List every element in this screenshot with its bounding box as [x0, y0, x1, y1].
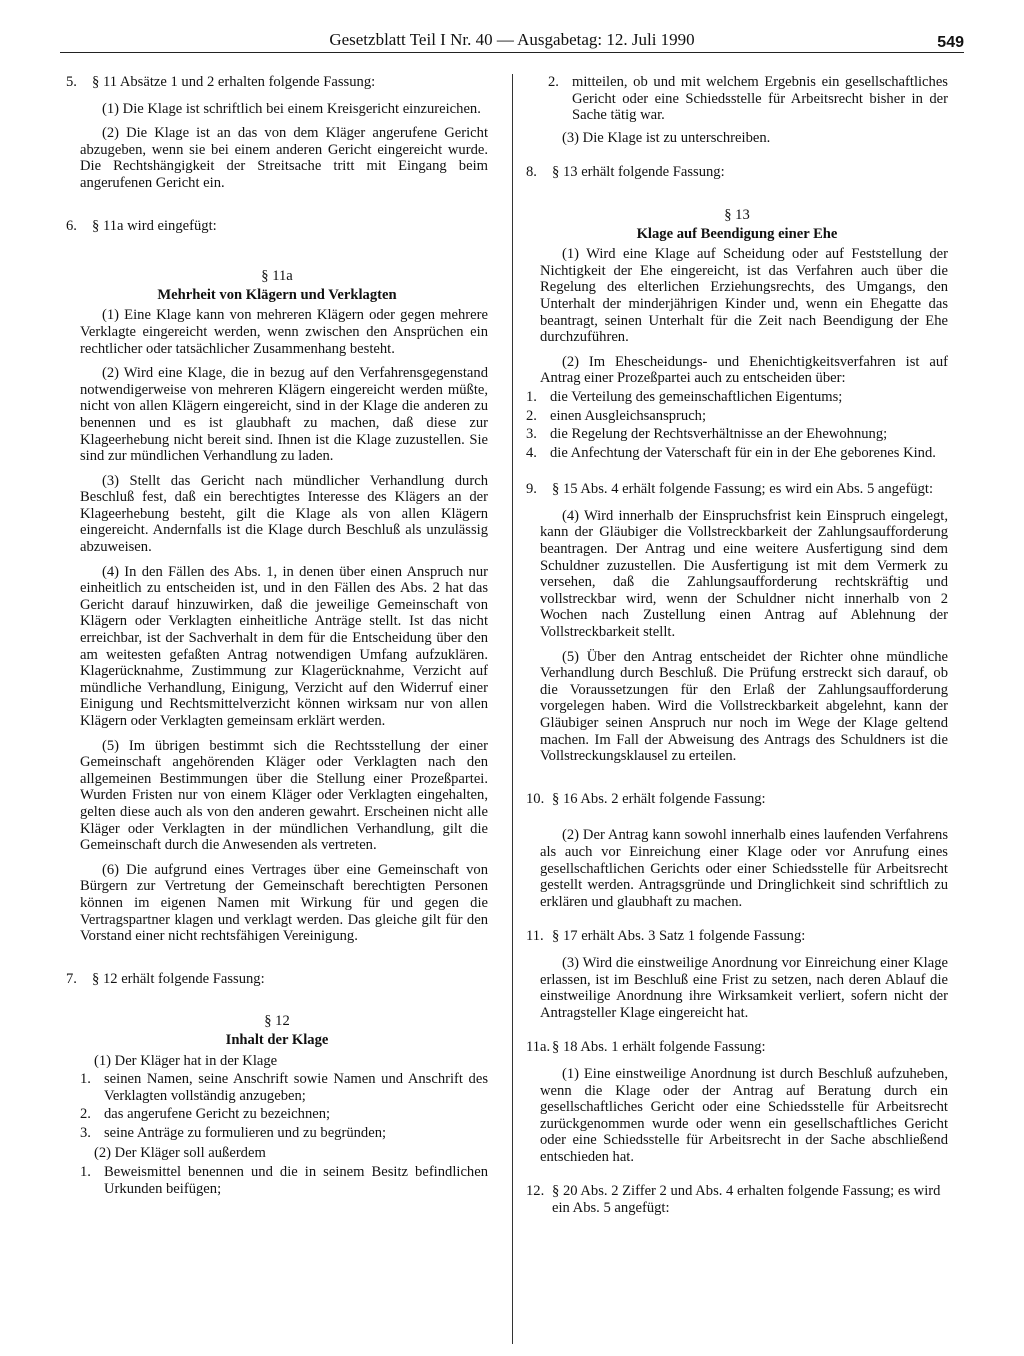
list-number: 4.	[526, 444, 537, 461]
section-number: § 12	[264, 1013, 290, 1030]
amendment-number: 6.	[66, 217, 77, 234]
list-item	[526, 426, 948, 443]
amendment-number: 5.	[66, 74, 77, 90]
amendment-text: § 13 erhält folgende Fassung:	[552, 164, 725, 181]
paragraph: (3) Wird die einstweilige Anordnung vor Einreichung einer Klage erlassen, ist im Beschluß eine Frist zu setzen, nach deren Ablauf die einstweilige Anordnung ihre Wirksamkeit verliert, sofern nicht der Antragsteller Klage eingereicht hat.	[540, 954, 948, 1021]
list-number: 2.	[80, 1106, 91, 1123]
left-column	[66, 74, 488, 1199]
amendment-7	[66, 971, 488, 988]
list-item	[526, 389, 948, 406]
list-item	[526, 445, 948, 462]
amendment-6	[66, 218, 488, 235]
amendment-10	[526, 791, 948, 808]
amendment-text: § 11a wird eingefügt:	[92, 217, 217, 234]
paragraph: (1) Eine einstweilige Anordnung ist durch Beschluß aufzuheben, wenn die Klage oder der Antrag auf Beratung durch ein gesellschaftliches Gericht oder eine Schiedsstelle für Arbeitsrecht zurückgenommen wurde oder wenn ein gesellschaftliches Gericht oder eine Schiedsstelle für Arbeitsrecht in der Sache abschließend entschieden hat.	[540, 1065, 948, 1165]
page-header	[60, 26, 964, 53]
paragraph: (2) Die Klage ist an das von dem Kläger angerufene Gericht abzugeben, wenn sie bei einem anderen Gericht eingereicht wurde. Die Rechtshängigkeit der Streitsache tritt mit Eingang beim angerufenen Gericht ein.	[80, 125, 488, 191]
amendment-number: 10.	[526, 790, 545, 807]
amendment-5	[66, 74, 488, 91]
section-title: Inhalt der Klage	[225, 1031, 329, 1048]
section-title: Mehrheit von Klägern und Verklagten	[157, 286, 397, 303]
amendment-number: 11.	[526, 928, 544, 945]
paragraph: (1) Wird eine Klage auf Scheidung oder auf Feststellung der Nichtigkeit der Ehe eingereicht, ist das Verfahren auch über die Regelung des elterlichen Erziehungsrechts, des Umgangs, den Unterhalt der minderjährigen Kinder und, wenn ein Ehegatte das beantragt, seinen Unterhalt für die Zeit nach Beendigung der Ehe durchzuführen.	[540, 246, 948, 346]
list-item	[66, 1125, 488, 1142]
amendment-number: 8.	[526, 164, 537, 181]
amendment-12	[526, 1183, 948, 1216]
amendment-text: § 18 Abs. 1 erhält folgende Fassung:	[552, 1039, 766, 1056]
list-text: die Regelung der Rechtsverhältnisse an der Ehewohnung;	[550, 426, 888, 443]
list-text: die Verteilung des gemeinschaftlichen Eigentums;	[550, 388, 843, 405]
list-number: 2.	[526, 407, 537, 424]
section-number: § 13	[724, 206, 750, 223]
amendment-text: § 12 erhält folgende Fassung:	[92, 970, 265, 987]
paragraph: (2) Der Kläger soll außerdem	[94, 1145, 266, 1162]
amendment-text: § 16 Abs. 2 erhält folgende Fassung:	[552, 790, 766, 807]
amendment-8	[526, 164, 948, 181]
header-title: Gesetzblatt Teil I Nr. 40 — Ausgabetag: 12. Juli 1990	[329, 30, 695, 49]
amendment-number: 9.	[526, 481, 537, 498]
paragraph: (6) Die aufgrund eines Vertrages über eine Gemeinschaft von Bürgern zur Vertretung der Gemeinschaft berechtigten Personen können im eigenen Namen mit Wirkung für und gegen die Vertragspartner klagen und verklagt werden. Das gleiche gilt für den Vorstand einer nicht rechtsfähigen Vereinigung.	[80, 861, 488, 945]
section-number: § 11a	[261, 268, 293, 285]
column-divider	[512, 74, 513, 1344]
list-text: die Anfechtung der Vaterschaft für ein in der Ehe geborenes Kind.	[550, 444, 936, 461]
list-item	[526, 74, 948, 124]
amendment-11	[526, 928, 948, 945]
paragraph: (3) Die Klage ist zu unterschreiben.	[562, 129, 771, 146]
list-text: seine Anträge zu formulieren und zu begründen;	[104, 1124, 387, 1141]
list-text: Beweismittel benennen und die in seinem Besitz befindlichen Urkunden beifügen;	[104, 1164, 488, 1197]
paragraph: (1) Der Kläger hat in der Klage	[94, 1052, 278, 1069]
list-text: seinen Namen, seine Anschrift sowie Namen und Anschrift des Verklagten vollständig anzugeben;	[104, 1071, 488, 1104]
paragraph: (4) Wird innerhalb der Einspruchsfrist kein Einspruch eingelegt, kann der Gläubiger die Vollstreckbarkeit der Zahlungsaufforderung beantragen. Der Antrag und eine weitere Ausfertigung sind dem Schuldner zuzustellen. Die Ausfertigung ist mit dem Vermerk zu versehen, daß die Zahlungsaufforderung rechtskräftig und vollstreckbar wird, wenn der Schuldner nicht innerhalb von 2 Wochen nach Zustellung einen Antrag auf Ablehnung der Vollstreckbarkeit stellt.	[540, 507, 948, 641]
list-item	[66, 1164, 488, 1197]
amendment-9	[526, 481, 948, 498]
list-text: einen Ausgleichsanspruch;	[550, 407, 707, 424]
paragraph: (1) Eine Klage kann von mehreren Klägern oder gegen mehrere Verklagte eingereicht werden, wenn zwischen den Ansprüchen ein rechtlicher oder tatsächlicher Zusammenhang besteht.	[80, 307, 488, 357]
paragraph: (4) In den Fällen des Abs. 1, in denen über einen Anspruch nur einheitlich zu entscheiden ist, und in den Fällen des Abs. 2 hat das Gericht darauf hinzuwirken, daß die jeweilige Gemeinschaft von Klägern oder Verklagten einheitliche Anträge stellt. Ist das nicht erreichbar, ist der Sachverhalt in dem für die Entscheidung über den am weitesten gefaßten Antrag notwendigen Umfang aufzuklären. Klagerücknahme, Zustimmung zur Klagerücknahme, Verzicht auf mündliche Verhandlung, Einigung, Verzicht auf den Widerruf einer Einigung und Rechtsmittelverzicht können wirksam nur von allen Klägern oder Verklagten gemeinsam erklärt werden.	[80, 563, 488, 729]
paragraph: (5) Im übrigen bestimmt sich die Rechtsstellung der einer Gemeinschaft angehörenden Kläger oder Verklagten nach den allgemeinen Bestimmungen über die Stellung einer Prozeßpartei. Wurden Fristen nur von einem Kläger oder Verklagten eingehalten, gelten diese auch als von den anderen gewahrt. Erscheinen nicht alle Kläger oder Verklagten in der mündlichen Verhandlung, gilt die Gemeinschaft durch die Anwesenden als vertreten.	[80, 737, 488, 854]
list-text: mitteilen, ob und mit welchem Ergebnis ein gesellschaftliches Gericht oder eine Schiedsstelle für Arbeitsrecht bisher in der Sache tätig war.	[572, 74, 948, 124]
list-number: 1.	[526, 388, 537, 405]
amendment-text: § 11 Absätze 1 und 2 erhalten folgende Fassung:	[92, 74, 376, 90]
paragraph: (2) Wird eine Klage, die in bezug auf den Verfahrensgegenstand notwendigerweise von mehreren Klägern eingereicht werden müßte, nicht von allen Klägern eingereicht, sind in der Klage die anderen zu benennen und es ist glaubhaft zu machen, daß diese zur Klageerhebung nicht bereit sind. Ihnen ist die Klage zuzustellen. Sie sind zur mündlichen Verhandlung zu laden.	[80, 365, 488, 465]
paragraph: (5) Über den Antrag entscheidet der Richter ohne mündliche Verhandlung durch Beschluß. Die Prüfung erstreckt sich darauf, ob die Voraussetzungen für den Erlaß der Zahlungsaufforderung vorgelegen haben. Wird die Vollstreckbarkeit abgelehnt, kann der Gläubiger seinen Anspruch nur noch im Wege der Klage geltend machen. Im Fall der Abweisung des Antrags des Schuldners ist die Vollstreckungsklausel zu erteilen.	[540, 648, 948, 765]
section-title: Klage auf Beendigung einer Ehe	[636, 225, 838, 242]
amendment-11a	[526, 1039, 948, 1056]
list-number: 3.	[526, 426, 537, 443]
list-number: 1.	[80, 1164, 91, 1181]
amendment-number: 12.	[526, 1183, 545, 1200]
list-number: 3.	[80, 1124, 91, 1141]
list-text: das angerufene Gericht zu bezeichnen;	[104, 1106, 331, 1123]
page-number: 549	[937, 34, 964, 51]
list-number: 2.	[548, 74, 559, 90]
list-item	[526, 408, 948, 425]
paragraph: (1) Die Klage ist schriftlich bei einem Kreisgericht einzureichen.	[102, 100, 481, 117]
right-column	[526, 74, 948, 1227]
amendment-text: § 20 Abs. 2 Ziffer 2 und Abs. 4 erhalten folgende Fassung; es wird ein Abs. 5 angefügt:	[552, 1183, 941, 1217]
list-number: 1.	[80, 1071, 91, 1088]
amendment-number: 7.	[66, 970, 77, 987]
amendment-text: § 15 Abs. 4 erhält folgende Fassung; es wird ein Abs. 5 angefügt:	[552, 481, 934, 498]
paragraph: (2) Im Ehescheidungs- und Ehenichtigkeitsverfahren ist auf Antrag einer Prozeßpartei auch zu entscheiden über:	[540, 353, 948, 387]
paragraph: (2) Der Antrag kann sowohl innerhalb eines laufenden Verfahrens als auch vor Einreichung einer Klage oder vor Anrufung eines gesellschaftlichen Gerichts oder einer Schiedsstelle für Arbeitsrecht gestellt werden. Antragsgründe und Dringlichkeit sind schriftlich zu erklären und glaubhaft zu machen.	[540, 827, 948, 910]
list-item	[66, 1106, 488, 1123]
amendment-text: § 17 erhält Abs. 3 Satz 1 folgende Fassung:	[552, 928, 806, 945]
list-item	[66, 1071, 488, 1104]
paragraph: (3) Stellt das Gericht nach mündlicher Verhandlung durch Beschluß fest, daß ein berechtigtes Interesse des Klägers an der Klageerhebung besteht, gilt die Klage als von allen Klägern eingereicht. Andernfalls ist die Klage durch Beschluß als unzulässig abzuweisen.	[80, 472, 488, 556]
amendment-number: 11a.	[526, 1039, 551, 1056]
